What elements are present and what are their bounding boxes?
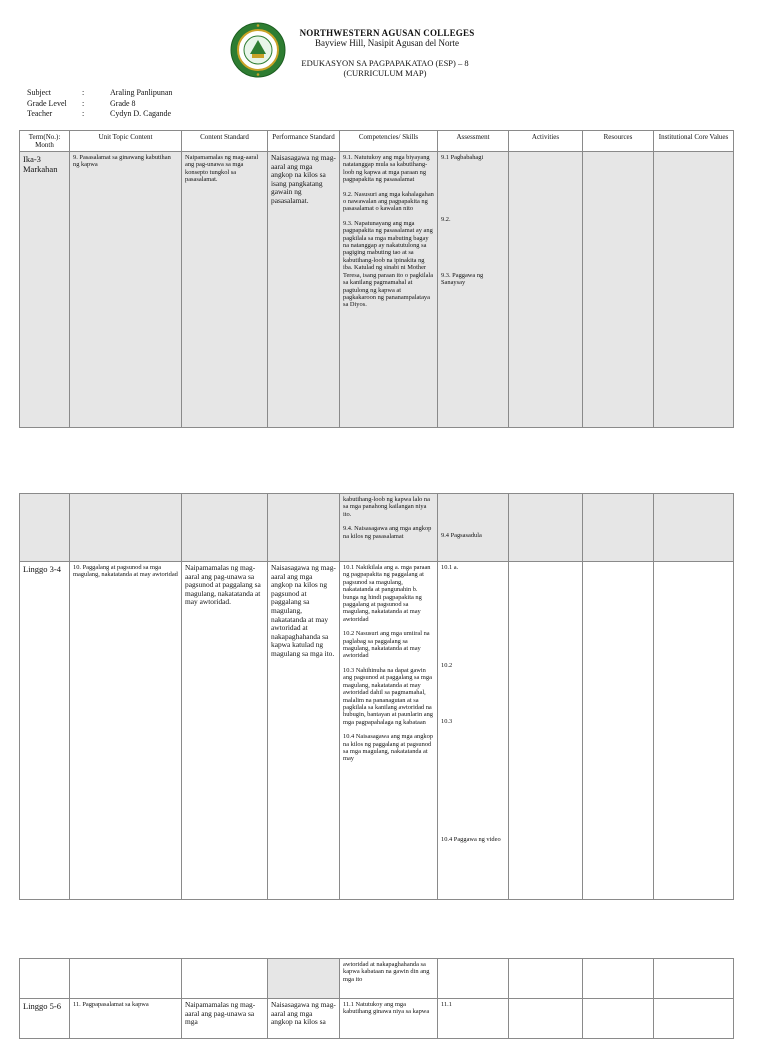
core-values-cell [654,152,734,428]
topic-cell [70,959,182,999]
college-address: Bayview Hill, Nasipit Agusan del Norte [315,38,459,48]
table-row [20,999,734,1039]
meta-colon: : [82,98,85,108]
performance-standard-cell: Naisasagawa ng mag-aaral ang mga angkop na kilos ng pagsunod at paggalang sa magulang, nakatatanda at may awtoridad at nakapaghahanda sa kapwa katulad ng magulang sa mga ito. [268,562,340,900]
assessment-item: 9.1 Pagbabahagi [441,154,484,161]
meta-row-teacher [27,109,172,120]
performance-standard-cell [268,494,340,562]
table-row [20,494,734,562]
content-standard-cell [182,494,268,562]
assessment-cell: 11.1 [438,999,509,1039]
performance-standard-cell [268,959,340,999]
activities-cell [509,562,583,900]
activities-cell [509,999,583,1039]
topic-cell: 11. Pagpapasalamat sa kapwa [70,999,182,1039]
column-header: Unit Topic Content [70,131,182,152]
competency-item: 9.2. Nasusuri ang mga kahalagahan o nawawalan ang pagpapakita ng pasasalamat o kawalan nito [343,190,434,213]
meta-colon: : [82,109,85,118]
term-cell [20,494,70,562]
course-meta [27,88,172,120]
assessment-item: 10.1 a. [441,564,459,571]
assessment-cell [438,562,509,900]
college-seal-logo [230,22,286,78]
curriculum-map-table-page-1 [19,130,734,428]
meta-key: Teacher [27,109,53,118]
assessment-item: 9.4 Pagsasadula [441,532,482,539]
assessment-cell [438,959,509,999]
curriculum-map-table-page-2 [19,493,734,900]
resources-cell [583,562,654,900]
meta-colon: : [82,88,85,97]
table-row [20,562,734,900]
core-values-cell [654,959,734,999]
meta-value: Araling Panlipunan [110,88,173,97]
meta-row-grade [27,99,172,110]
performance-standard-cell: Naisasagawa ng mag-aaral ang mga angkop na kilos sa [268,999,340,1039]
competencies-cell [340,494,438,562]
meta-value: Cydyn D. Cagande [110,109,172,118]
topic-cell: 9. Pasasalamat sa ginawang kabutihan ng kapwa [70,152,182,428]
activities-cell [509,959,583,999]
competencies-cell [340,562,438,900]
table-row [20,152,734,428]
competency-item: 9.3. Napatunayang ang mga pagpapakita ng pasasalamat ay ang pagkilala sa mga mabuting bagay na natanggap ay nakatutulong sa pagiging mabuting tao at sa kabutihang-loob na ipinakita ng iba. Katulad ng sinabi ni Mother Teresa, isang paraan ito o pagkilala sa kanilang pagmamahal at pagtulong ng kapwa at pagkakaroon ng pananampalataya sa Diyos. [343,219,434,309]
column-header: Term(No.): Month [20,131,70,152]
college-block [292,28,482,48]
column-header: Institutional Core Values [654,131,734,152]
resources-cell [583,999,654,1039]
meta-value: Grade 8 [110,98,136,108]
table-header-row [20,131,734,152]
resources-cell [583,959,654,999]
resources-cell [583,494,654,562]
resources-cell [583,152,654,428]
competency-item: 10.3 Nahihinuha na dapat gawin ang pagsunod at paggalang sa mga magulang, nakatatanda at may awtoridad dahil sa pagmamahal, malalim na pananagutan at sa pagkilala sa kanilang awtoridad na hubugin, bantayan at paunlarin ang mga pagpapahalaga ng kabataan [343,666,433,726]
content-standard-cell [182,959,268,999]
competency-item: 10.2 Nasusuri ang mga umiiral na paglabag sa paggalang sa magulang, nakatatanda at may awtoridad [343,630,430,660]
assessment-item: 10.4 Paggawa ng video [441,836,501,843]
document-header [0,20,768,90]
column-header: Resources [583,131,654,152]
column-header: Content Standard [182,131,268,152]
term-cell: Ika-3 Markahan [20,152,70,428]
core-values-cell [654,494,734,562]
column-header: Activities [509,131,583,152]
document-title-block [280,58,490,78]
content-standard-cell: Naipamamalas ng mag-aaral ang pag-unawa sa mga [182,999,268,1039]
term-cell: Linggo 5-6 [20,999,70,1039]
competency-item: 9.1. Natutukoy ang mga biyayang natatanggap mula sa kabutihang-loob ng kapwa at mga paraan ng pagpapakita ng pasasalamat [343,154,430,184]
performance-standard-cell: Naisasagawa ng mag-aaral ang mga angkop na kilos sa isang pangkatang gawain ng pasasalamat. [268,152,340,428]
topic-cell [70,494,182,562]
competency-item: 10.1 Nakikilala ang a. mga paraan ng pagpapakita ng paggalang at pagsunod sa magulang, nakatatanda at pangunahin b. bunga ng hindi pagpapakita ng paggalang at pagsunod sa magulang, nakatatanda at may awtoridad [343,564,431,623]
table-row [20,959,734,999]
assessment-item: 10.2 [441,662,453,669]
column-header: Assessment [438,131,509,152]
assessment-item: 9.3. Paggawa ng Sanaysay [441,272,484,287]
assessment-item: 10.3 [441,718,453,725]
activities-cell [509,152,583,428]
competency-item: 10.4 Naisasagawa ang mga angkop na kilos ng paggalang at pagsunod sa mga magulang, nakatatanda at may [343,733,433,763]
column-header: Competencies/ Skills [340,131,438,152]
term-cell: Linggo 3-4 [20,562,70,900]
content-standard-cell: Naipamamalas ng mag-aaral ang pag-unawa sa mga konsepto tungkol sa pasasalamat. [182,152,268,428]
competencies-cell [340,152,438,428]
topic-cell: 10. Paggalang at pagsunod sa mga magulang, nakatatanda at may awtoridad [70,562,182,900]
term-cell [20,959,70,999]
college-name: NORTHWESTERN AGUSAN COLLEGES [299,28,475,38]
core-values-cell [654,562,734,900]
assessment-item: 9.2. [441,216,451,223]
column-header: Performance Standard [268,131,340,152]
competencies-cell: 11.1 Natutukoy ang mga kabutihang ginawa niya sa kapwa [340,999,438,1039]
curriculum-map-table-page-3 [19,958,734,1039]
competency-item: 9.4. Naisasagawa ang mga angkop na kilos ng pasasalamat [343,525,432,540]
meta-key: Subject [27,88,51,97]
core-values-cell [654,999,734,1039]
competencies-cell: awtoridad at nakapaghahanda sa kapwa kabataan na gawin din ang mga ito [340,959,438,999]
document-title: EDUKASYON SA PAGPAPAKATAO (ESP) – 8 [301,58,469,68]
document-subtitle: (CURRICULUM MAP) [343,68,427,78]
assessment-spacer [441,496,505,532]
content-standard-cell: Naipamamalas ng mag-aaral ang pag-unawa sa pagsunod at paggalang sa magulang, nakatatanda at may awtoridad. [182,562,268,900]
meta-row-subject [27,88,172,99]
activities-cell [509,494,583,562]
assessment-cell [438,494,509,562]
assessment-cell [438,152,509,428]
meta-key: Grade Level [27,98,67,108]
competency-item: kabutihang-loob ng kapwa lalo na sa mga panahong kailangan niya ito. [343,496,430,518]
